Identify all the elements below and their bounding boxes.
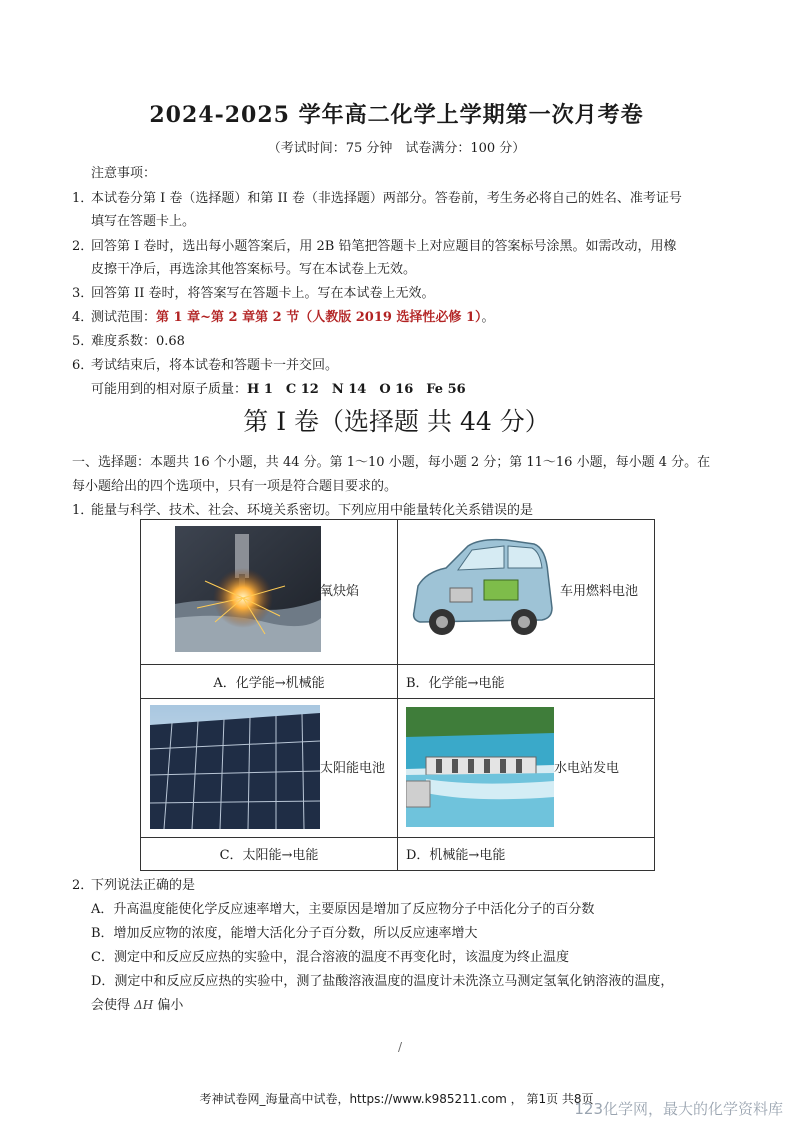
option-c-picture-cell: [141, 698, 398, 837]
option-c-answer: C．太阳能→电能: [219, 848, 319, 864]
question-2-option-b: B．增加反应物的浓度，能增大活化分子百分数，所以反应速率增大: [91, 926, 478, 941]
question-2-option-c: C．测定中和反应反应热的实验中，混合溶液的温度不再变化时，该温度为终止温度: [91, 950, 569, 965]
note-text: 测试范围：: [91, 310, 157, 325]
note-3: [72, 282, 435, 301]
question-text: 下列说法正确的是: [91, 878, 196, 893]
note-text: 考试结束后，将本试卷和答题卡一并交回。: [91, 358, 339, 373]
question-number: 1．: [72, 503, 94, 518]
option-d-answer: D．机械能→电能: [406, 848, 506, 864]
option-c-picture-label: 太阳能电池: [320, 760, 386, 776]
question-text: 能量与科学、技术、社会、环境关系密切。下列应用中能量转化关系错误的是: [91, 503, 534, 518]
question-number: 2．: [72, 878, 94, 893]
note-1-cont: 填写在答题卡上。: [91, 214, 196, 229]
option-d-cont-prefix: 会使得: [91, 998, 135, 1013]
question-2-option-a: A．升高温度能使化学反应速率增大，主要原因是增加了反应物分子中活化分子的百分数: [91, 902, 595, 917]
note-number: 5．: [72, 334, 94, 349]
option-d-picture-cell: [398, 698, 655, 837]
question-1-options-table: [140, 519, 655, 871]
note-number: 3．: [72, 286, 94, 301]
option-d-cont-suffix: 偏小: [153, 998, 184, 1013]
option-d-picture-label: 水电站发电: [554, 760, 620, 776]
question-2-stem: [72, 874, 195, 893]
exam-title: 2024-2025 学年高二化学上学期第一次月考卷: [149, 102, 644, 128]
oxyacetylene-flame-image: [175, 526, 321, 652]
note-text: 回答第 I 卷时，选出每小题答案后，用 2B 铅笔把答题卡上对应题目的答案标号涂黑。如需改动，用橡: [91, 239, 677, 254]
page-mark: /: [398, 1040, 403, 1054]
section-intro-cont: 每小题给出的四个选项中，只有一项是符合题目要求的。: [72, 479, 398, 494]
hydropower-station-image: [406, 707, 554, 827]
note-text: 回答第 II 卷时，将答案写在答题卡上。写在本试卷上无效。: [91, 286, 435, 301]
note-4: [72, 306, 495, 325]
fuel-cell-car-image: [406, 534, 556, 646]
atomic-masses-label: 可能用到的相对原子质量：: [91, 382, 248, 397]
option-c-answer-cell: [141, 837, 398, 871]
option-d-answer-cell: [398, 837, 655, 871]
site-watermark: 123化学网，最大的化学资料库: [574, 1100, 783, 1118]
note-1: [72, 187, 682, 206]
delta-h-symbol: ΔH: [134, 998, 154, 1012]
option-a-picture-cell: [141, 520, 398, 665]
page-footer: 考神试卷网_海量高中试卷，https://www.k985211.com ， 第1页 共8页: [199, 1092, 594, 1106]
question-1-stem: [72, 499, 533, 518]
question-2-option-d: D．测定中和反应反应热的实验中，测了盐酸溶液温度的温度计未洗涤立马测定氢氧化钠溶液的温度，: [91, 974, 674, 989]
question-2-option-d-cont: [91, 994, 183, 1013]
solar-panel-image: [150, 705, 320, 829]
test-scope-highlight: 第 1 章~第 2 章第 2 节（人教版 2019 选择性必修 1）: [156, 310, 482, 325]
option-b-picture-label: 车用燃料电池: [560, 584, 639, 599]
exam-subtitle: （考试时间：75 分钟 试卷满分：100 分）: [267, 141, 526, 156]
notes-heading: 注意事项：: [91, 166, 157, 181]
note-number: 2．: [72, 239, 94, 254]
note-suffix: 。: [481, 310, 495, 325]
note-2-cont: 皮擦干净后，再选涂其他答案标号。写在本试卷上无效。: [91, 262, 417, 277]
note-text: 难度系数：0.68: [91, 334, 185, 349]
note-number: 1．: [72, 191, 94, 206]
note-5: [72, 330, 185, 349]
atomic-masses-line: [91, 378, 466, 397]
note-6: [72, 354, 338, 373]
note-text: 本试卷分第 I 卷（选择题）和第 II 卷（非选择题）两部分。答卷前，考生务必将自己的姓名、准考证号: [91, 191, 682, 206]
atomic-masses-values: H 1 C 12 N 14 O 16 Fe 56: [247, 382, 466, 397]
option-b-picture-cell: [398, 520, 655, 665]
option-b-answer-cell: [398, 665, 655, 698]
note-number: 6．: [72, 358, 94, 373]
note-2: [72, 235, 677, 254]
option-b-answer: B．化学能→电能: [406, 675, 505, 691]
section-intro: 一、选择题：本题共 16 个小题，共 44 分。第 1～10 小题，每小题 2 分；第 11～16 小题，每小题 4 分。在: [72, 455, 711, 470]
option-a-picture-label: 氧炔焰: [320, 584, 360, 599]
note-number: 4．: [72, 310, 94, 325]
section-heading: 第 I 卷（选择题 共 44 分）: [243, 407, 550, 436]
option-a-answer: A．化学能→机械能: [213, 675, 325, 691]
option-a-answer-cell: [141, 665, 398, 698]
